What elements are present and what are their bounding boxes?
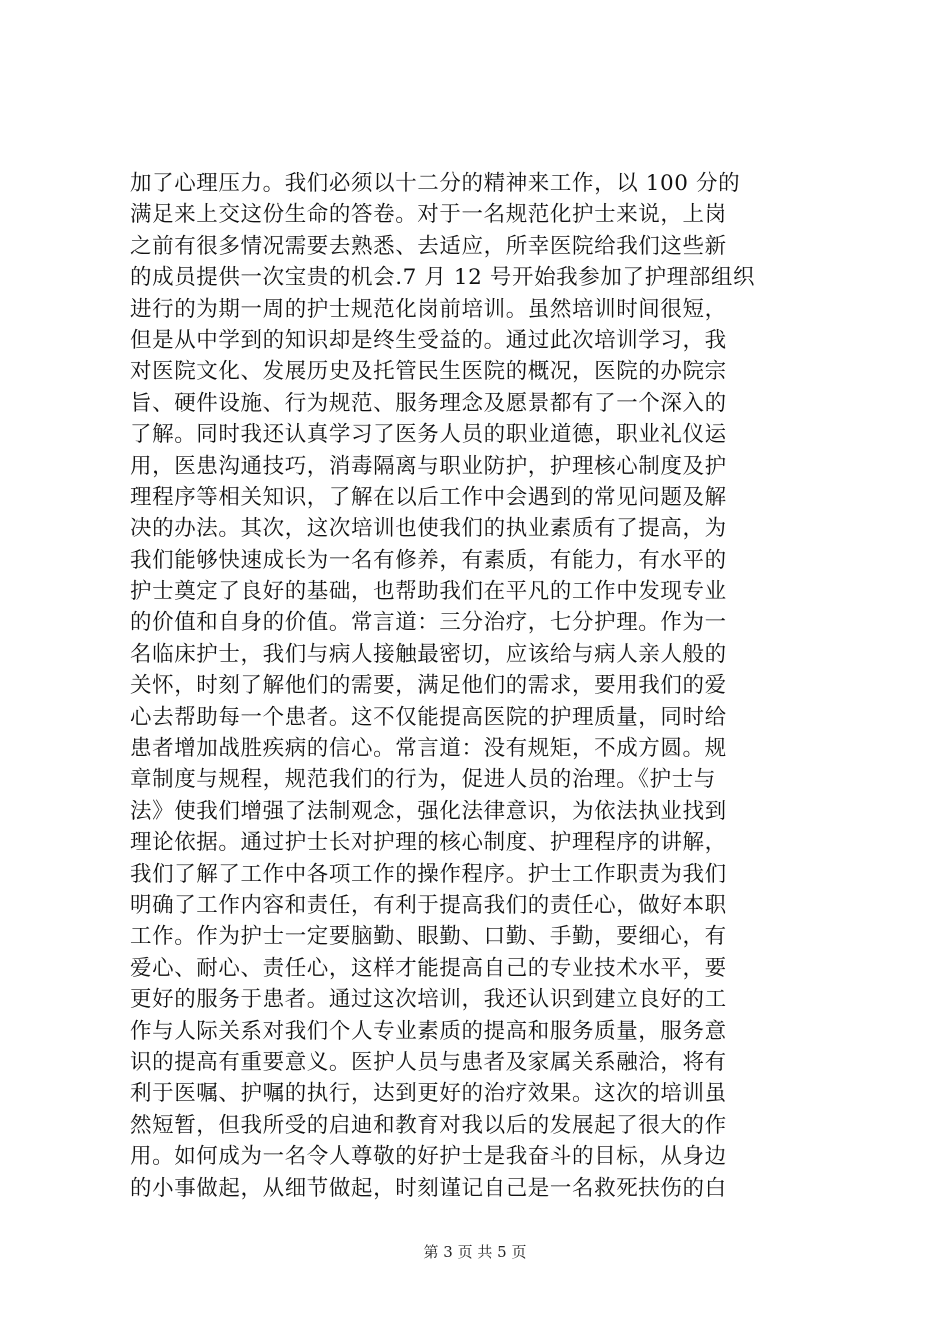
body-text (130, 168, 830, 1204)
text-line: 章制度与规程，规范我们的行为，促进人员的治理。《护士与 (130, 767, 716, 793)
text-line: 法》使我们增强了法制观念，强化法律意识，为依法执业找到 (130, 798, 727, 824)
text-line: 护士奠定了良好的基础，也帮助我们在平凡的工作中发现专业 (130, 579, 727, 605)
text-line: 但是从中学到的知识却是终生受益的。通过此次培训学习，我 (130, 327, 727, 353)
text-line: 的价值和自身的价值。常言道：三分治疗，七分护理。作为一 (130, 610, 727, 636)
text-line: 用。如何成为一名令人尊敬的好护士是我奋斗的目标，从身边 (130, 1144, 727, 1170)
text-line: 关怀，时刻了解他们的需要，满足他们的需求，要用我们的爱 (130, 673, 727, 699)
text-line: 明确了工作内容和责任，有利于提高我们的责任心，做好本职 (130, 892, 727, 918)
text-line: 满足来上交这份生命的答卷。对于一名规范化护士来说，上岗 (130, 202, 727, 228)
text-line: 名临床护士，我们与病人接触最密切，应该给与病人亲人般的 (130, 641, 727, 667)
text-line: 旨、硬件设施、行为规范、服务理念及愿景都有了一个深入的 (130, 390, 727, 416)
text-line: 识的提高有重要意义。医护人员与患者及家属关系融洽，将有 (130, 1049, 727, 1075)
text-line: 利于医嘱、护嘱的执行，达到更好的治疗效果。这次的培训虽 (130, 1081, 727, 1107)
text-line: 决的办法。其次，这次培训也使我们的执业素质有了提高，为 (130, 516, 727, 542)
text-line: 用，医患沟通技巧，消毒隔离与职业防护，护理核心制度及护 (130, 453, 727, 479)
text-line: 对医院文化、发展历史及托管民生医院的概况，医院的办院宗 (130, 359, 727, 385)
text-line: 我们了解了工作中各项工作的操作程序。护士工作职责为我们 (130, 861, 727, 887)
text-line: 进行的为期一周的护士规范化岗前培训。虽然培训时间很短， (130, 296, 727, 322)
page-number-footer: 第 3 页 共 5 页 (423, 1243, 527, 1261)
text-line: 我们能够快速成长为一名有修养，有素质，有能力，有水平的 (130, 547, 727, 573)
text-line: 心去帮助每一个患者。这不仅能提高医院的护理质量，同时给 (130, 704, 727, 730)
text-line: 然短暂，但我所受的启迪和教育对我以后的发展起了很大的作 (130, 1112, 727, 1138)
text-line: 更好的服务于患者。通过这次培训，我还认识到建立良好的工 (130, 987, 727, 1013)
text-line: 理程序等相关知识，了解在以后工作中会遇到的常见问题及解 (130, 484, 727, 510)
text-line: 爱心、耐心、责任心，这样才能提高自己的专业技术水平，要 (130, 955, 727, 981)
text-line: 作与人际关系对我们个人专业素质的提高和服务质量，服务意 (130, 1018, 727, 1044)
text-line: 工作。作为护士一定要脑勤、眼勤、口勤、手勤，要细心，有 (130, 924, 727, 950)
text-line: 的小事做起，从细节做起，时刻谨记自己是一名救死扶伤的白 (130, 1175, 727, 1201)
text-line: 患者增加战胜疾病的信心。常言道：没有规矩，不成方圆。规 (130, 736, 727, 762)
text-line: 理论依据。通过护士长对护理的核心制度、护理程序的讲解， (130, 830, 727, 856)
text-line: 的成员提供一次宝贵的机会.7 月 12 号开始我参加了护理部组织 (130, 265, 756, 291)
text-line: 之前有很多情况需要去熟悉、去适应，所幸医院给我们这些新 (130, 233, 727, 259)
text-line: 了解。同时我还认真学习了医务人员的职业道德，职业礼仪运 (130, 422, 727, 448)
text-line: 加了心理压力。我们必须以十二分的精神来工作，以 100 分的 (130, 171, 741, 196)
